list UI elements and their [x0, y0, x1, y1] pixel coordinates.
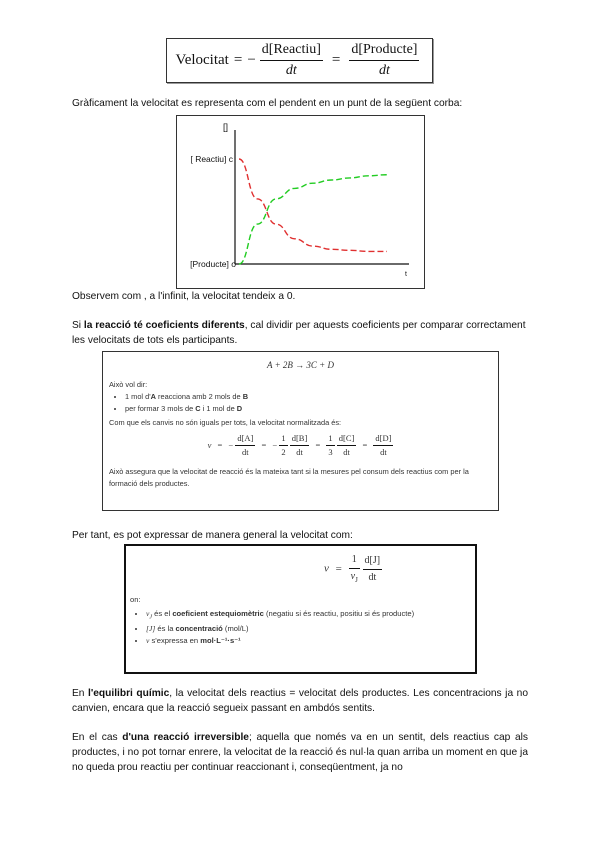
reaction-bullet: • 1 mol d'A reacciona amb 2 mols de B [125, 391, 498, 403]
reactant-fraction [260, 40, 323, 82]
reaction-intro: Això vol dir: [109, 380, 148, 390]
general-equation: v = $\frac{1}{\nu_J}$ $\frac{d[J]}{dt}$ [324, 552, 382, 586]
equation-equals-2: = [331, 51, 341, 68]
x-axis-label: t [405, 271, 407, 278]
y-tick-reactiu: [ Reactiu] c [190, 154, 233, 164]
reactant-curve [239, 159, 387, 251]
frac-inverse-nu: $\frac{1}{\nu_J}$ [350, 554, 358, 584]
graph-intro-text: Gràficament la velocitat es representa com el pendent en un punt de la següent corba: [72, 98, 463, 109]
y-axis-label: [] [223, 122, 229, 132]
frac-third: $\frac{1}{3}$ [328, 432, 333, 458]
reactant-numerator: d[Reactiu] [260, 40, 323, 61]
irreversible-paragraph: En el cas d'una reacció irreversible; aquella que només va en un sentit, dels reactius cap als productes, i no pot tornar enrere, la velocitat de la reacció és nul·la quan arriba un moment en que ja no queda prou reactiu per continuar reaccionant i, conseqüentment, ja no [72, 732, 528, 773]
frac-dj: $\frac{d[J]}{dt}$ [364, 554, 381, 583]
general-intro-text: Per tant, es pot expressar de manera general la velocitat com: [72, 530, 353, 541]
concentration-chart-frame [176, 115, 425, 289]
frac-b: $\frac{d[B]}{dt}$ [291, 432, 308, 458]
reactant-denominator: dt [285, 63, 297, 78]
equation-equals: = [233, 51, 243, 68]
normalized-text: Com que els canvis no són iguals per tots, la velocitat normalitzada és: [109, 417, 342, 427]
normalized-equation: v = − $\frac{d[A]}{dt}$ = − $\frac{1}{2}$ $\frac{d[B]}{dt}$ = $\frac{1}{3}$ $\frac{d[C]}{dt}$ = $\frac{d[D]}{dt}$ [103, 432, 498, 460]
reaction-bullet-list [109, 391, 498, 415]
frac-d: $\frac{d[D]}{dt}$ [375, 432, 392, 458]
coef-bold: la reacció té coeficients diferents [83, 320, 245, 331]
reaction-bullet: • per formar 3 mols de C i 1 mol de D [125, 403, 498, 415]
coef-pre: Si [72, 320, 84, 331]
reaction-equation: A + 2B → 3C + D [267, 360, 334, 370]
reaction-conclusion: Això assegura que la velocitat de reacció és la mateixa tant si la mesures pel consum dels reactius com per la formació dels productes. [109, 466, 469, 488]
product-curve [239, 175, 387, 264]
coefficients-paragraph [72, 319, 528, 349]
coef-post: , cal dividir per aquests coeficients per comparar correctament les velocitats de tots els participants. [72, 320, 526, 346]
product-fraction [349, 40, 419, 82]
general-on-label: on: [130, 595, 141, 604]
concentration-chart [177, 116, 424, 288]
velocity-equation-box [166, 38, 433, 83]
equation-minus: − [247, 51, 256, 68]
general-bullet: • $\nu_J$ és el coeficient estequiomètric (negatiu si és reactiu, positiu si és producte) [146, 608, 486, 623]
equilibrium-paragraph: En l'equilibri químic, la velocitat dels reactius = velocitat dels productes. Les concentracions ja no canvien, encara que la reacció segueix passant en ambdós sentits. [72, 688, 528, 714]
frac-half: $\frac{1}{2}$ [281, 432, 286, 458]
frac-c: $\frac{d[C]}{dt}$ [338, 432, 355, 458]
general-bullet: • v s'expressa en mol·L⁻¹·s⁻¹ [146, 635, 486, 647]
infinity-note: Observem com , a l'infinit, la velocitat tendeix a 0. [72, 291, 296, 302]
reaction-example-box [102, 351, 499, 511]
y-tick-producte: [Producte] o [190, 259, 236, 269]
product-numerator: d[Producte] [349, 40, 419, 61]
frac-a: $\frac{d[A]}{dt}$ [237, 432, 254, 458]
general-formula-box [124, 544, 477, 674]
general-bullet: • [J] és la concentració (mol/L) [146, 623, 486, 635]
product-denominator: dt [378, 63, 390, 78]
general-bullet-list [130, 608, 486, 647]
equation-lhs: Velocitat [175, 51, 229, 68]
